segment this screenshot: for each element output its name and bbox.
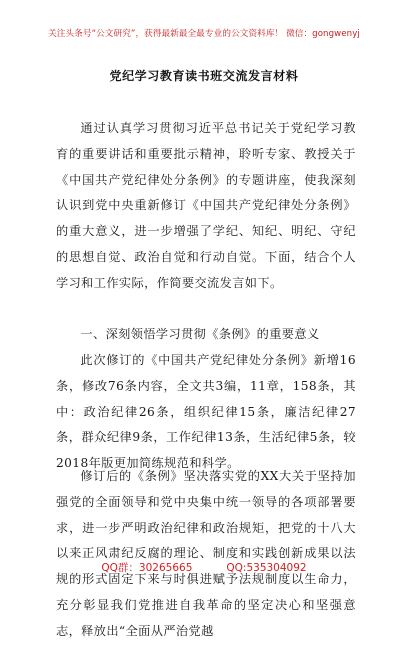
body-paragraph-significance: 修订后的《条例》坚决落实党的XX大关于坚持加强党的全面领导和党中央集中统一领导的各项部署要求，进一步严明政治纪律和政治规矩，把党的十八大以来正风肃纪反腐的理论、制度和实践创新成果以法规的形式固定下来与时俱进赋予法规制度以生命力，充分彰显我们党推进自我革命的坚定决心和坚强意志，释放出“全面从严治党越 xyxy=(56,469,356,638)
section-heading-1: 一、深刻领悟学习贯彻《条例》的重要意义 xyxy=(80,327,320,341)
footer-qq-group: QQ群：30265665 xyxy=(101,562,193,574)
header-promo-note: 关注头条号“公文研究”，获得最新最全最专业的公文资料库！ 微信：gongwenyj xyxy=(48,29,360,39)
document-title: 党纪学习教育读书班交流发言材料 xyxy=(109,69,299,83)
footer-contact xyxy=(0,560,408,575)
body-paragraph-regulation-stats: 此次修订的《中国共产党纪律处分条例》新增16条，修改76条内容，全文共3编，11章，158条，其中：政治纪律26条，组织纪律15条，廉洁纪律27条，群众纪律9条，工作纪律13条，生活纪律5条，较2018年版更加简练规范和科学。 xyxy=(56,353,356,471)
body-paragraph-intro: 通过认真学习贯彻习近平总书记关于党纪学习教育的重要讲话和重要批示精神，聆听专家、教授关于《中国共产党纪律处分条例》的专题讲座，使我深刻认识到党中央重新修订《中国共产党纪律处分条例》的重大意义，进一步增强了学纪、知纪、明纪、守纪的思想自觉、政治自觉和行动自觉。下面，结合个人学习和工作实际，作简要交流发言如下。 xyxy=(56,121,356,290)
footer-qq-number: QQ:535304092 xyxy=(226,562,307,574)
